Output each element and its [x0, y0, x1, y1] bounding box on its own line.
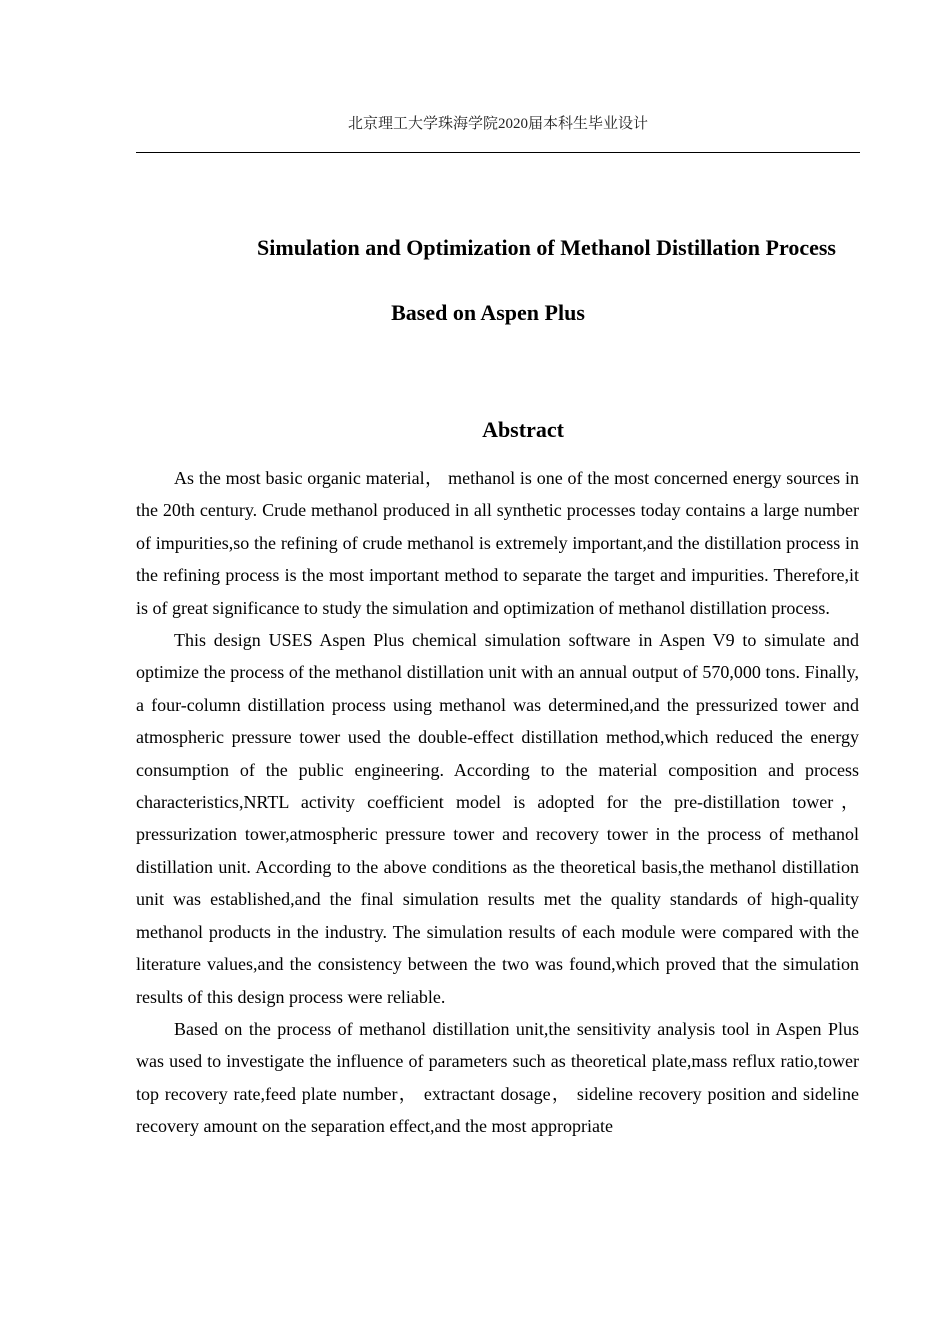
abstract-body — [136, 462, 859, 1143]
abstract-paragraph-2: This design USES Aspen Plus chemical simulation software in Aspen V9 to simulate and optimize the process of the methanol distillation unit with an annual output of 570,000 tons. Finally, a four-column distillation process using methanol was determined,and the pressurized tower and atmospheric pressure tower used the double-effect distillation method,which reduced the energy consumption of the public engineering. According to the material composition and process characteristics,NRTL activity coefficient model is adopted for the pre-distillation tower， pressurization tower,atmospheric pressure tower and recovery tower in the process of methanol distillation unit. According to the above conditions as the theoretical basis,the methanol distillation unit was established,and the final simulation results met the quality standards of high-quality methanol products in the industry. The simulation results of each module were compared with the literature values,and the consistency between the two was found,which proved that the simulation results of this design process were reliable. — [136, 630, 859, 1007]
header-divider — [136, 152, 860, 153]
running-header: 北京理工大学珠海学院2020届本科生毕业设计 — [347, 116, 648, 132]
thesis-title-line-1: Simulation and Optimization of Methanol Distillation Process — [257, 235, 836, 260]
abstract-heading: Abstract — [482, 417, 564, 442]
thesis-title-line-2: Based on Aspen Plus — [391, 300, 585, 325]
abstract-paragraph-3: Based on the process of methanol distillation unit,the sensitivity analysis tool in Aspen Plus was used to investigate the influence of parameters such as theoretical plate,mass reflux ratio,tower top recovery rate,feed plate number， extractant dosage， sideline recovery position and sideline recovery amount on the separation effect,and the most appropriate — [136, 1018, 859, 1137]
abstract-paragraph-1: As the most basic organic material， methanol is one of the most concerned energy sources in the 20th century. Crude methanol produced in all synthetic processes today contains a large number of impurities,so the refining of crude methanol is extremely important,and the distillation process in the refining process is the most important method to separate the target and impurities. Therefore,it is of great significance to study the simulation and optimization of methanol distillation process. — [136, 468, 859, 618]
